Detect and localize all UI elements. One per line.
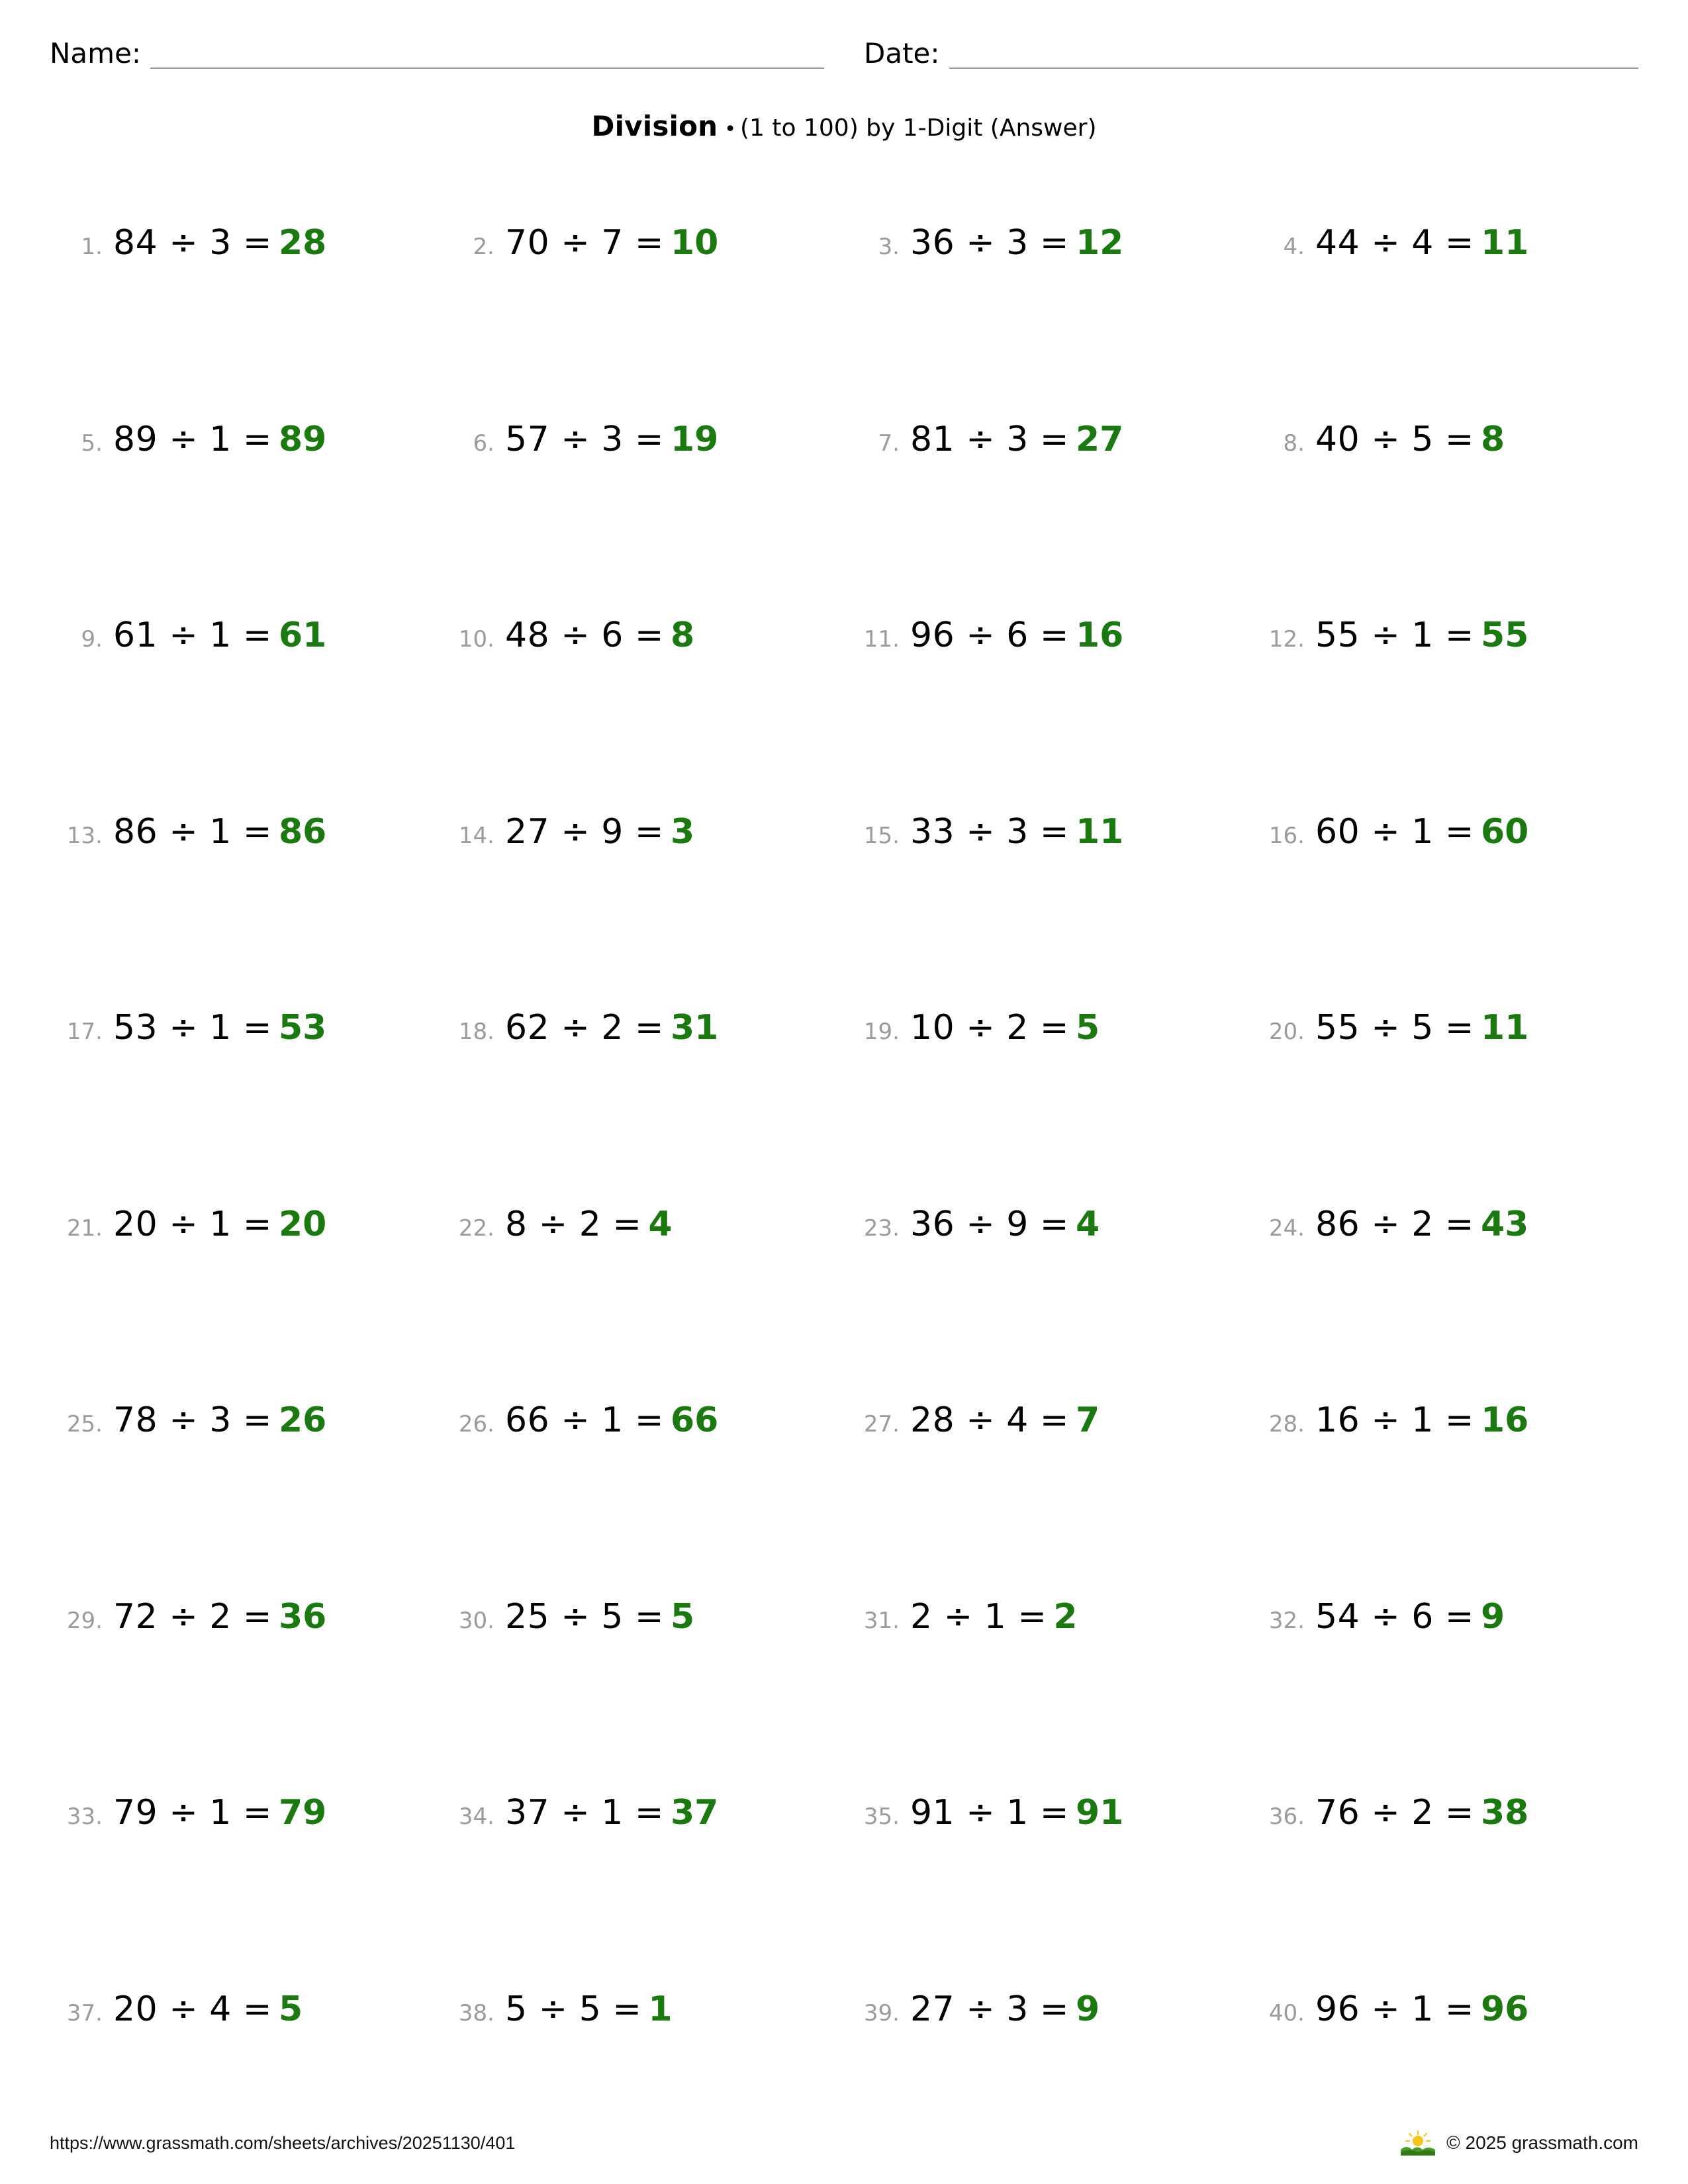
- date-label: Date:: [864, 36, 940, 69]
- problem-answer: 8: [670, 615, 695, 655]
- problem-item: [50, 1007, 447, 1203]
- source-url[interactable]: https://www.grassmath.com/sheets/archives/20251130/401: [50, 2132, 516, 2153]
- problem-number: 33.: [66, 1803, 103, 1830]
- problem-expression: 20 ÷ 1 =: [113, 1204, 272, 1244]
- problem-expression: 86 ÷ 2 =: [1315, 1204, 1474, 1244]
- problem-number: 20.: [1268, 1019, 1305, 1045]
- problem-answer: 8: [1480, 419, 1505, 459]
- problem-number: 36.: [1268, 1803, 1305, 1830]
- problem-expression: 66 ÷ 1 =: [505, 1400, 664, 1440]
- problem-expression: 36 ÷ 3 =: [910, 223, 1069, 263]
- problem-item: [50, 1203, 447, 1400]
- problem-number: 21.: [66, 1214, 103, 1242]
- problem-item: [447, 811, 844, 1007]
- problem-number: 18.: [458, 1019, 494, 1045]
- problem-item: [50, 614, 447, 811]
- problem-number: 31.: [863, 1607, 900, 1634]
- problem-expression: 55 ÷ 1 =: [1315, 615, 1474, 655]
- problem-answer: 96: [1480, 1989, 1529, 2029]
- problem-item: [844, 1203, 1241, 1400]
- problem-expression: 76 ÷ 2 =: [1315, 1793, 1474, 1833]
- problem-number: 34.: [458, 1803, 494, 1830]
- problem-number: 40.: [1268, 1999, 1305, 2026]
- problem-expression: 89 ÷ 1 =: [113, 419, 272, 459]
- problem-number: 32.: [1268, 1607, 1305, 1634]
- problem-expression: 16 ÷ 1 =: [1315, 1400, 1474, 1440]
- header: [50, 33, 1638, 69]
- problem-answer: 37: [670, 1793, 719, 1833]
- problem-answer: 2: [1053, 1596, 1078, 1637]
- problem-number: 1.: [81, 234, 103, 260]
- problem-expression: 61 ÷ 1 =: [113, 615, 272, 655]
- problem-number: 25.: [66, 1411, 103, 1437]
- problem-answer: 38: [1480, 1793, 1529, 1833]
- problem-number: 15.: [863, 822, 900, 849]
- problem-answer: 5: [1075, 1008, 1100, 1048]
- problem-answer: 55: [1480, 615, 1529, 655]
- problem-expression: 96 ÷ 6 =: [910, 615, 1069, 655]
- problem-expression: 57 ÷ 3 =: [505, 419, 664, 459]
- problem-expression: 54 ÷ 6 =: [1315, 1596, 1474, 1637]
- problem-number: 28.: [1268, 1411, 1305, 1437]
- problem-item: [844, 1007, 1241, 1203]
- problem-item: [844, 418, 1241, 615]
- problem-item: [844, 1399, 1241, 1596]
- problem-item: [447, 222, 844, 418]
- problem-item: [50, 1792, 447, 1988]
- problem-expression: 96 ÷ 1 =: [1315, 1989, 1474, 2029]
- problem-answer: 66: [670, 1400, 719, 1440]
- problem-item: [1241, 614, 1638, 811]
- problem-answer: 60: [1480, 811, 1529, 852]
- problem-number: 11.: [863, 626, 900, 653]
- problem-number: 39.: [863, 1999, 900, 2026]
- problem-item: [844, 222, 1241, 418]
- problem-expression: 81 ÷ 3 =: [910, 419, 1069, 459]
- problem-number: 38.: [458, 1999, 494, 2026]
- problem-item: [1241, 1792, 1638, 1988]
- problem-number: 8.: [1283, 430, 1305, 457]
- name-input-line[interactable]: [150, 33, 824, 69]
- problem-answer: 3: [670, 811, 695, 852]
- problem-number: 30.: [458, 1607, 494, 1634]
- problem-number: 17.: [66, 1019, 103, 1045]
- problem-item: [447, 1399, 844, 1596]
- problem-answer: 31: [670, 1008, 719, 1048]
- problem-expression: 2 ÷ 1 =: [910, 1596, 1047, 1637]
- date-field[interactable]: [864, 33, 1638, 69]
- problem-item: [50, 811, 447, 1007]
- problem-item: [844, 614, 1241, 811]
- problem-item: [844, 811, 1241, 1007]
- footer-brand: [1400, 2130, 1638, 2156]
- problem-number: 12.: [1268, 626, 1305, 653]
- problem-item: [50, 418, 447, 615]
- problem-number: 37.: [66, 1999, 103, 2026]
- page-title: [50, 110, 1638, 142]
- problem-expression: 27 ÷ 9 =: [505, 811, 664, 852]
- problem-number: 22.: [458, 1214, 494, 1242]
- problem-item: [1241, 1596, 1638, 1792]
- problem-number: 35.: [863, 1803, 900, 1830]
- problem-expression: 25 ÷ 5 =: [505, 1596, 664, 1637]
- problem-number: 2.: [473, 234, 494, 260]
- footer: [50, 2130, 1638, 2156]
- problem-answer: 20: [278, 1204, 327, 1244]
- problem-expression: 53 ÷ 1 =: [113, 1008, 272, 1048]
- problem-answer: 10: [670, 223, 719, 263]
- problem-expression: 72 ÷ 2 =: [113, 1596, 272, 1637]
- problem-expression: 28 ÷ 4 =: [910, 1400, 1069, 1440]
- problem-item: [1241, 1007, 1638, 1203]
- date-input-line[interactable]: [949, 33, 1638, 69]
- problem-answer: 5: [670, 1596, 695, 1637]
- problem-answer: 11: [1480, 223, 1529, 263]
- name-field[interactable]: [50, 33, 824, 69]
- problem-answer: 1: [648, 1989, 673, 2029]
- problem-item: [844, 1792, 1241, 1988]
- problem-expression: 40 ÷ 5 =: [1315, 419, 1474, 459]
- problem-number: 10.: [458, 626, 494, 653]
- problem-answer: 26: [278, 1400, 327, 1440]
- problem-number: 27.: [863, 1411, 900, 1437]
- problem-item: [844, 1596, 1241, 1792]
- problem-expression: 62 ÷ 2 =: [505, 1008, 664, 1048]
- problem-number: 16.: [1268, 822, 1305, 849]
- problem-answer: 16: [1480, 1400, 1529, 1440]
- problem-item: [447, 1007, 844, 1203]
- sun-field-icon: [1400, 2130, 1436, 2156]
- problem-answer: 53: [278, 1008, 327, 1048]
- problem-number: 6.: [473, 430, 494, 457]
- problem-number: 7.: [878, 430, 900, 457]
- problem-number: 5.: [81, 430, 103, 457]
- problem-number: 24.: [1268, 1214, 1305, 1242]
- problem-expression: 8 ÷ 2 =: [505, 1204, 642, 1244]
- title-separator: •: [724, 118, 736, 141]
- problem-number: 29.: [66, 1607, 103, 1634]
- problem-number: 19.: [863, 1019, 900, 1045]
- problem-answer: 86: [278, 811, 327, 852]
- name-label: Name:: [50, 36, 142, 69]
- problem-expression: 20 ÷ 4 =: [113, 1989, 272, 2029]
- problem-number: 23.: [863, 1214, 900, 1242]
- problem-expression: 48 ÷ 6 =: [505, 615, 664, 655]
- problem-answer: 4: [648, 1204, 673, 1244]
- problem-answer: 16: [1075, 615, 1124, 655]
- problem-item: [50, 1399, 447, 1596]
- problems-grid: [50, 222, 1638, 2184]
- title-subtitle: (1 to 100) by 1-Digit (Answer): [740, 114, 1097, 142]
- problem-answer: 79: [278, 1793, 327, 1833]
- problem-answer: 5: [278, 1989, 303, 2029]
- problem-number: 14.: [458, 822, 494, 849]
- problem-expression: 10 ÷ 2 =: [910, 1008, 1069, 1048]
- problem-expression: 79 ÷ 1 =: [113, 1793, 272, 1833]
- problem-expression: 37 ÷ 1 =: [505, 1793, 664, 1833]
- problem-answer: 11: [1480, 1008, 1529, 1048]
- problem-item: [1241, 418, 1638, 615]
- problem-item: [1241, 1399, 1638, 1596]
- problem-number: 9.: [81, 626, 103, 653]
- problem-answer: 27: [1075, 419, 1124, 459]
- problem-expression: 27 ÷ 3 =: [910, 1989, 1069, 2029]
- problem-answer: 91: [1075, 1793, 1124, 1833]
- problem-answer: 61: [278, 615, 327, 655]
- problem-item: [50, 1596, 447, 1792]
- problem-answer: 43: [1480, 1204, 1529, 1244]
- problem-item: [447, 418, 844, 615]
- problem-answer: 28: [278, 223, 327, 263]
- problem-answer: 4: [1075, 1204, 1100, 1244]
- problem-item: [1241, 811, 1638, 1007]
- problem-expression: 78 ÷ 3 =: [113, 1400, 272, 1440]
- problem-answer: 89: [278, 419, 327, 459]
- problem-expression: 33 ÷ 3 =: [910, 811, 1069, 852]
- problem-expression: 5 ÷ 5 =: [505, 1989, 642, 2029]
- problem-expression: 86 ÷ 1 =: [113, 811, 272, 852]
- problem-expression: 91 ÷ 1 =: [910, 1793, 1069, 1833]
- problem-expression: 36 ÷ 9 =: [910, 1204, 1069, 1244]
- problem-item: [1241, 1203, 1638, 1400]
- problem-expression: 55 ÷ 5 =: [1315, 1008, 1474, 1048]
- problem-answer: 19: [670, 419, 719, 459]
- problem-expression: 84 ÷ 3 =: [113, 223, 272, 263]
- problem-item: [447, 1596, 844, 1792]
- problem-item: [50, 222, 447, 418]
- title-main: Division: [591, 110, 718, 142]
- problem-expression: 70 ÷ 7 =: [505, 223, 664, 263]
- problem-number: 13.: [66, 822, 103, 849]
- problem-item: [1241, 222, 1638, 418]
- copyright-text: © 2025 grassmath.com: [1446, 2132, 1638, 2153]
- problem-expression: 44 ÷ 4 =: [1315, 223, 1474, 263]
- problem-answer: 7: [1075, 1400, 1100, 1440]
- problem-answer: 9: [1480, 1596, 1505, 1637]
- problem-expression: 60 ÷ 1 =: [1315, 811, 1474, 852]
- problem-item: [447, 1203, 844, 1400]
- problem-answer: 9: [1075, 1989, 1100, 2029]
- problem-number: 3.: [878, 234, 900, 260]
- problem-answer: 36: [278, 1596, 327, 1637]
- problem-number: 26.: [458, 1411, 494, 1437]
- problem-answer: 12: [1075, 223, 1124, 263]
- problem-item: [447, 1792, 844, 1988]
- problem-item: [447, 614, 844, 811]
- problem-number: 4.: [1283, 234, 1305, 260]
- problem-answer: 11: [1075, 811, 1124, 852]
